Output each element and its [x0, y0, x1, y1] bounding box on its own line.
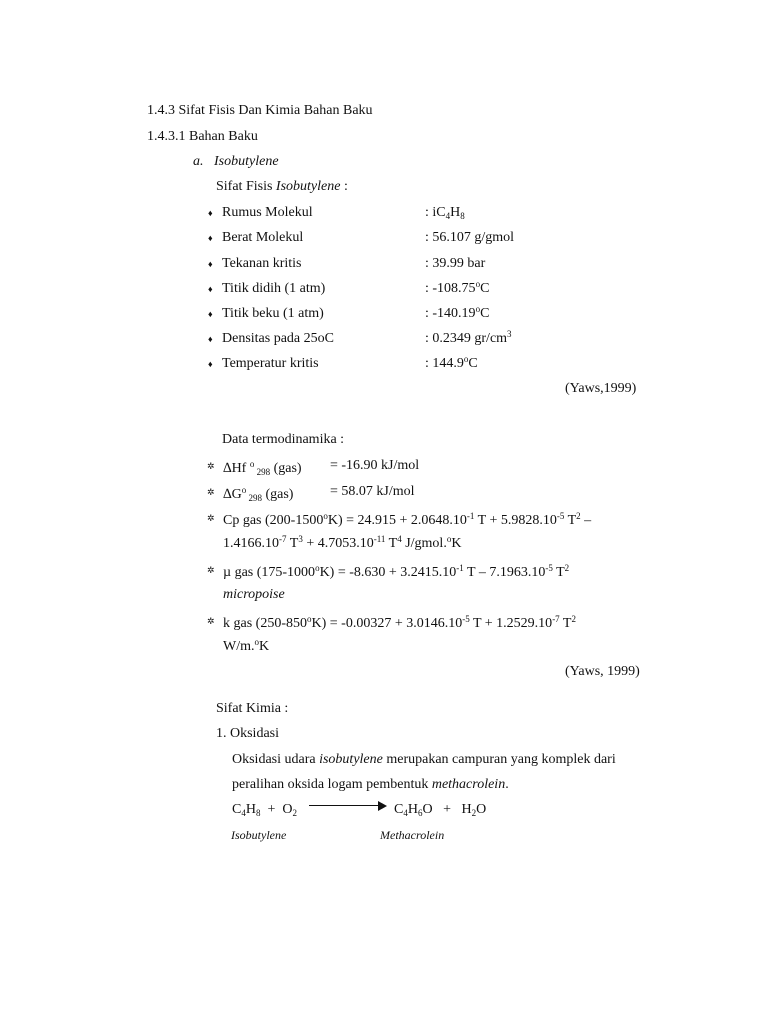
reactant-isobutylene-formula: $C_4H_8$: [232, 802, 261, 818]
star-bullet-icon: ✲: [207, 461, 215, 471]
reference-yaws-1999: (Yaws,1999): [565, 381, 637, 396]
property-label: Tekanan kritis: [222, 256, 302, 271]
item-a-heading: [193, 153, 279, 171]
oksidasi-paragraph-line-2: peralihan oksida logam pembentuk methacrolein.: [232, 777, 509, 792]
reference-yaws-1999-2: (Yaws, 1999): [565, 664, 640, 679]
section-heading-1-4-3-1: 1.4.3.1 Bahan Baku: [147, 129, 258, 144]
property-label: Titik beku (1 atm): [222, 306, 324, 321]
section-heading-1-4-3: 1.4.3 Sifat Fisis Dan Kimia Bahan Baku: [147, 103, 373, 118]
property-label: Temperatur kritis: [222, 356, 319, 371]
property-row-beku: [208, 305, 628, 325]
termo-row-mu-unit: micropoise: [223, 587, 285, 602]
reaction-arrow-icon: [309, 801, 387, 811]
reactant-oxygen-formula: $O_2$: [282, 802, 297, 818]
sifat-fisis-name: Isobutylene: [275, 179, 341, 194]
reactant-label: Isobutylene: [231, 828, 287, 842]
property-label: Rumus Molekul: [222, 205, 313, 220]
property-label: Titik didih (1 atm): [222, 281, 326, 296]
sifat-fisis-heading: [216, 178, 348, 196]
sifat-fisis-suffix: :: [340, 179, 348, 194]
product-water-formula: $H_2O$: [461, 802, 487, 818]
termo-row-cp-continued: $1.4166.10^{-7}$ $T^3 + 4.7053.10^{-11}$ $T^4$ J/gmol.$^o$K: [223, 534, 462, 551]
property-value: : 144.9$^o$C: [425, 354, 478, 371]
property-row-rumus: [208, 204, 628, 224]
termo-row-k: ✲ k gas $(250-850^oK) = -0.00327 + 3.0146.10^{-5}$ $T + 1.2529.10^{-7}$ $T^2$: [207, 614, 576, 631]
property-label: Densitas pada 25oC: [222, 331, 334, 346]
star-bullet-icon: ✲: [207, 565, 215, 575]
property-label: Berat Molekul: [222, 230, 304, 245]
property-row-berat: [208, 229, 628, 249]
diamond-bullet-icon: ♦: [208, 233, 213, 243]
hf-value: = -16.90 kJ/mol: [330, 458, 420, 473]
termo-row-cp: ✲ Cp gas $(200-1500^oK) = 24.915 + 2.0648.10^{-1}$ $T + 5.9828.10^{-5}$ $T^2$ –: [207, 511, 592, 528]
property-value: : 56.107 g/gmol: [425, 230, 515, 245]
diamond-bullet-icon: ♦: [208, 309, 213, 319]
reaction-equation: $C_4H_8 + O_2$ $C_4H_6O + H_2O$: [232, 802, 487, 818]
property-value: : -140.19$^o$C: [425, 304, 490, 321]
property-row-temperatur: [208, 355, 628, 375]
property-value: : 39.99 bar: [425, 256, 486, 271]
sifat-kimia-heading: Sifat Kimia :: [216, 701, 289, 716]
diamond-bullet-icon: ♦: [208, 334, 213, 344]
property-value: : 0.2349 $gr/cm^3$: [425, 329, 512, 346]
item-a-marker: a.: [193, 154, 204, 169]
hf-label: ∆Hf $^o$ $_{298}$ (gas): [223, 459, 302, 477]
diamond-bullet-icon: ♦: [208, 284, 213, 294]
termo-row-g: [207, 483, 647, 504]
termo-row-mu: ✲ µ gas $(175-1000^oK) = -8.630 + 3.2415.10^{-1}$ T – $7.1963.10^{-5}$ $T^2$: [207, 563, 570, 580]
oksidasi-paragraph-line-1: Oksidasi udara isobutylene merupakan campuran yang komplek dari: [232, 752, 616, 767]
g-label: $\Delta G^o$ $_{298}$ (gas): [223, 485, 294, 503]
star-bullet-icon: ✲: [207, 487, 215, 497]
property-row-densitas: [208, 330, 628, 350]
diamond-bullet-icon: ♦: [208, 259, 213, 269]
termo-row-k-unit: W/m.$^o$K: [223, 637, 270, 654]
product-label: Methacrolein: [380, 828, 445, 842]
diamond-bullet-icon: ♦: [208, 208, 213, 218]
item-a-name: Isobutylene: [214, 154, 279, 169]
termo-row-hf: [207, 457, 647, 478]
star-bullet-icon: ✲: [207, 616, 215, 626]
property-row-didih: [208, 280, 628, 300]
product-methacrolein-formula: $C_4H_6O$: [394, 802, 433, 818]
g-value: = 58.07 kJ/mol: [330, 484, 415, 499]
property-value: : -108.75$^o$C: [425, 279, 490, 296]
diamond-bullet-icon: ♦: [208, 359, 213, 369]
property-row-tekanan: [208, 255, 628, 275]
sifat-fisis-prefix: Sifat Fisis: [216, 179, 276, 194]
star-bullet-icon: ✲: [207, 513, 215, 523]
oksidasi-heading: 1. Oksidasi: [216, 726, 279, 741]
data-termodinamika-heading: Data termodinamika :: [222, 432, 345, 447]
property-value: : $iC_4H_8$: [425, 205, 465, 221]
